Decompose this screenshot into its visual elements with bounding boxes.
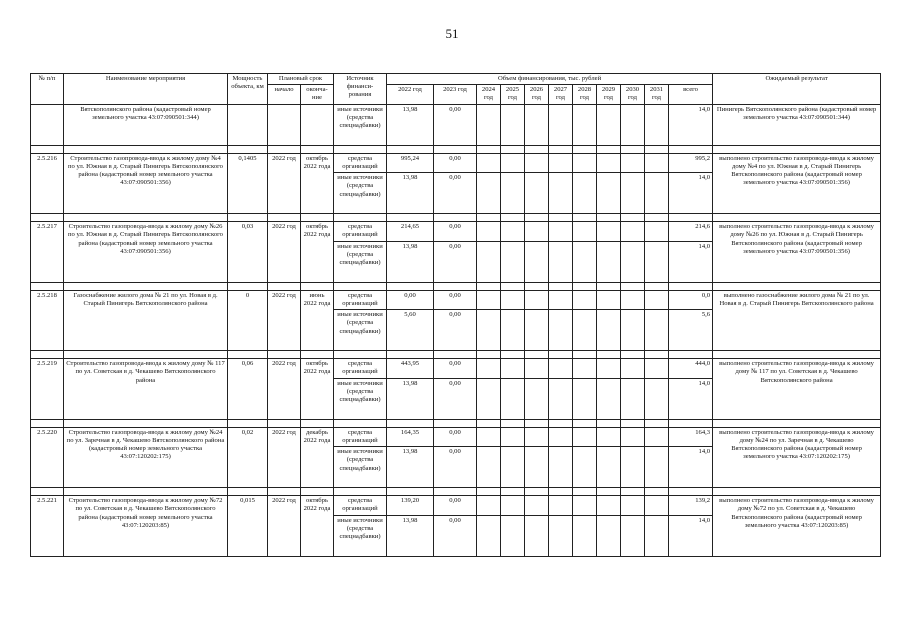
row-result: выполнено строительство газопровода-ввода к жилому дому №72 по ул. Советская в д. Чекашево Вятскополянского района (кадастровый номер земельного участка 43:07:120203:85) xyxy=(713,496,881,556)
row-2022: 164,35 xyxy=(387,427,434,446)
row-end: октябрь 2022 года xyxy=(301,222,334,282)
row-start xyxy=(268,104,301,145)
header-year-2024: 2024 год xyxy=(477,85,501,104)
row-result: выполнено строительство газопровода-ввода к жилому дому №24 по ул. Заречная в д. Чекашево Вятскополянского района (кадастровый номер земельного участка 43:07:120202:175) xyxy=(713,427,881,487)
row-2023: 0,00 xyxy=(434,241,477,282)
row-source: средства организаций xyxy=(334,496,387,515)
row-source: иные источники (средства спецнадбавки) xyxy=(334,515,387,556)
row-num: 2.5.219 xyxy=(31,359,64,419)
row-num: 2.5.220 xyxy=(31,427,64,487)
table-row xyxy=(31,496,881,515)
row-power: 0,02 xyxy=(228,427,268,487)
row-name: Газоснабжение жилого дома № 21 по ул. Новая в д. Старый Пинигерь Вятскополянского района xyxy=(64,290,228,350)
row-2023: 0,00 xyxy=(434,104,477,145)
row-2022: 13,98 xyxy=(387,104,434,145)
header-year-2022: 2022 год xyxy=(387,85,434,104)
row-num: 2.5.218 xyxy=(31,290,64,350)
row-2022: 995,24 xyxy=(387,153,434,172)
row-start: 2022 год xyxy=(268,153,301,213)
row-name: Вятскополянского района (кадастровый номер земельного участка 43:07:090501:344) xyxy=(64,104,228,145)
row-total: 164,3 xyxy=(669,427,713,446)
row-source: средства организаций xyxy=(334,153,387,172)
row-2023: 0,00 xyxy=(434,496,477,515)
row-power: 0,03 xyxy=(228,222,268,282)
row-total: 444,0 xyxy=(669,359,713,378)
table-row xyxy=(31,104,881,145)
row-source: иные источники (средства спецнадбавки) xyxy=(334,241,387,282)
header-num: № п/п xyxy=(31,74,64,105)
row-source: иные источники (средства спецнадбавки) xyxy=(334,104,387,145)
header-power: Мощность объекта, км xyxy=(228,74,268,105)
row-2023: 0,00 xyxy=(434,222,477,241)
row-2022: 214,65 xyxy=(387,222,434,241)
row-2023: 0,00 xyxy=(434,378,477,419)
header-year-2028: 2028 год xyxy=(573,85,597,104)
row-name: Строительство газопровода-ввода к жилому дому № 117 по ул. Советская в д. Чекашево Вятскополянского района xyxy=(64,359,228,419)
table-row xyxy=(31,153,881,172)
row-result: выполнено строительство газопровода-ввода к жилому дому №4 по ул. Южная в д. Старый Пинигерь Вятскополянского района (кадастровый номер земельного участка 43:07:090501:356) xyxy=(713,153,881,213)
row-total: 5,6 xyxy=(669,310,713,351)
row-start: 2022 год xyxy=(268,222,301,282)
row-end: октябрь 2022 года xyxy=(301,496,334,556)
header-year-2025: 2025 год xyxy=(501,85,525,104)
row-end xyxy=(301,104,334,145)
row-start: 2022 год xyxy=(268,496,301,556)
row-source: средства организаций xyxy=(334,359,387,378)
row-total: 995,2 xyxy=(669,153,713,172)
row-source: иные источники (средства спецнадбавки) xyxy=(334,378,387,419)
header-term: Плановый срок xyxy=(268,74,334,85)
row-2023: 0,00 xyxy=(434,153,477,172)
row-2023: 0,00 xyxy=(434,173,477,214)
row-2022: 139,20 xyxy=(387,496,434,515)
header-year-2031: 2031 год xyxy=(645,85,669,104)
row-2023: 0,00 xyxy=(434,290,477,309)
row-result: выполнено строительство газопровода-ввода к жилому дому №26 по ул. Южная в д. Старый Пинигерь Вятскополянского района (кадастровый номер земельного участка 43:07:090501:356) xyxy=(713,222,881,282)
header-start: начало xyxy=(268,85,301,104)
row-2022: 13,98 xyxy=(387,173,434,214)
row-power: 0,015 xyxy=(228,496,268,556)
table-body xyxy=(31,104,881,556)
row-start: 2022 год xyxy=(268,359,301,419)
row-name: Строительство газопровода-ввода к жилому дому №26 по ул. Южная в д. Старый Пинигерь Вятскополянского района (кадастровый номер земельного участка 43:07:090501:356) xyxy=(64,222,228,282)
table-row xyxy=(31,359,881,378)
row-num: 2.5.216 xyxy=(31,153,64,213)
row-source: иные источники (средства спецнадбавки) xyxy=(334,173,387,214)
header-result: Ожидаемый результат xyxy=(713,74,881,105)
row-num: 2.5.217 xyxy=(31,222,64,282)
header-year-2027: 2027 год xyxy=(549,85,573,104)
row-start: 2022 год xyxy=(268,290,301,350)
row-result: Пинигерь Вятскополянского района (кадастровый номер земельного участка 43:07:090501:344) xyxy=(713,104,881,145)
row-start: 2022 год xyxy=(268,427,301,487)
table-row xyxy=(31,222,881,241)
row-end: декабрь 2022 года xyxy=(301,427,334,487)
row-2022: 13,98 xyxy=(387,515,434,556)
row-end: октябрь 2022 года xyxy=(301,153,334,213)
row-2023: 0,00 xyxy=(434,359,477,378)
row-total: 214,6 xyxy=(669,222,713,241)
row-total: 0,0 xyxy=(669,290,713,309)
row-2023: 0,00 xyxy=(434,310,477,351)
row-num xyxy=(31,104,64,145)
row-2023: 0,00 xyxy=(434,427,477,446)
row-2022: 13,98 xyxy=(387,447,434,488)
row-source: иные источники (средства спецнадбавки) xyxy=(334,310,387,351)
row-2022: 13,98 xyxy=(387,241,434,282)
row-name: Строительство газопровода-ввода к жилому дому №72 по ул. Советская в д. Чекашево Вятскополянского района (кадастровый номер земельного участка 43:07:120203:85) xyxy=(64,496,228,556)
header-year-2026: 2026 год xyxy=(525,85,549,104)
row-source: средства организаций xyxy=(334,222,387,241)
row-power: 0,1405 xyxy=(228,153,268,213)
row-result: выполнено газоснабжение жилого дома № 21 по ул. Новая в д. Старый Пинигерь Вятскополянского района xyxy=(713,290,881,350)
row-power: 0 xyxy=(228,290,268,350)
row-2022: 443,95 xyxy=(387,359,434,378)
row-source: средства организаций xyxy=(334,427,387,446)
header-year-2023: 2023 год xyxy=(434,85,477,104)
header-source: Источник финанси-рования xyxy=(334,74,387,105)
row-source: иные источники (средства спецнадбавки) xyxy=(334,447,387,488)
table-row xyxy=(31,427,881,446)
row-result: выполнено строительство газопровода-ввода к жилому дому № 117 по ул. Советская в д. Чекашево Вятскополянского района xyxy=(713,359,881,419)
table-row xyxy=(31,290,881,309)
row-2023: 0,00 xyxy=(434,447,477,488)
row-total: 14,0 xyxy=(669,173,713,214)
row-total: 14,0 xyxy=(669,104,713,145)
row-source: средства организаций xyxy=(334,290,387,309)
header-year-2030: 2030 год xyxy=(621,85,645,104)
row-total: 14,0 xyxy=(669,447,713,488)
header-total: всего xyxy=(669,85,713,104)
row-total: 139,2 xyxy=(669,496,713,515)
row-2022: 0,00 xyxy=(387,290,434,309)
row-power: 0,06 xyxy=(228,359,268,419)
row-power xyxy=(228,104,268,145)
row-total: 14,0 xyxy=(669,241,713,282)
row-name: Строительство газопровода-ввода к жилому дому №24 по ул. Заречная в д. Чекашево Вятскополянского района (кадастровый номер земельного участка 43:07:120202:175) xyxy=(64,427,228,487)
row-2022: 13,98 xyxy=(387,378,434,419)
header-end: оконча-ние xyxy=(301,85,334,104)
header-year-2029: 2029 год xyxy=(597,85,621,104)
financing-table xyxy=(30,73,881,557)
page-number: 51 xyxy=(445,26,459,41)
row-total: 14,0 xyxy=(669,515,713,556)
row-end: июнь 2022 года xyxy=(301,290,334,350)
row-end: октябрь 2022 года xyxy=(301,359,334,419)
row-total: 14,0 xyxy=(669,378,713,419)
row-2022: 5,60 xyxy=(387,310,434,351)
row-2023: 0,00 xyxy=(434,515,477,556)
row-num: 2.5.221 xyxy=(31,496,64,556)
row-name: Строительство газопровода-ввода к жилому дому №4 по ул. Южная в д. Старый Пинигерь Вятскополянского района (кадастровый номер земельного участка 43:07:090501:356) xyxy=(64,153,228,213)
table-header xyxy=(31,74,881,105)
header-volume: Объем финансирования, тыс. рублей xyxy=(387,74,713,85)
header-name: Наименование мероприятия xyxy=(64,74,228,105)
